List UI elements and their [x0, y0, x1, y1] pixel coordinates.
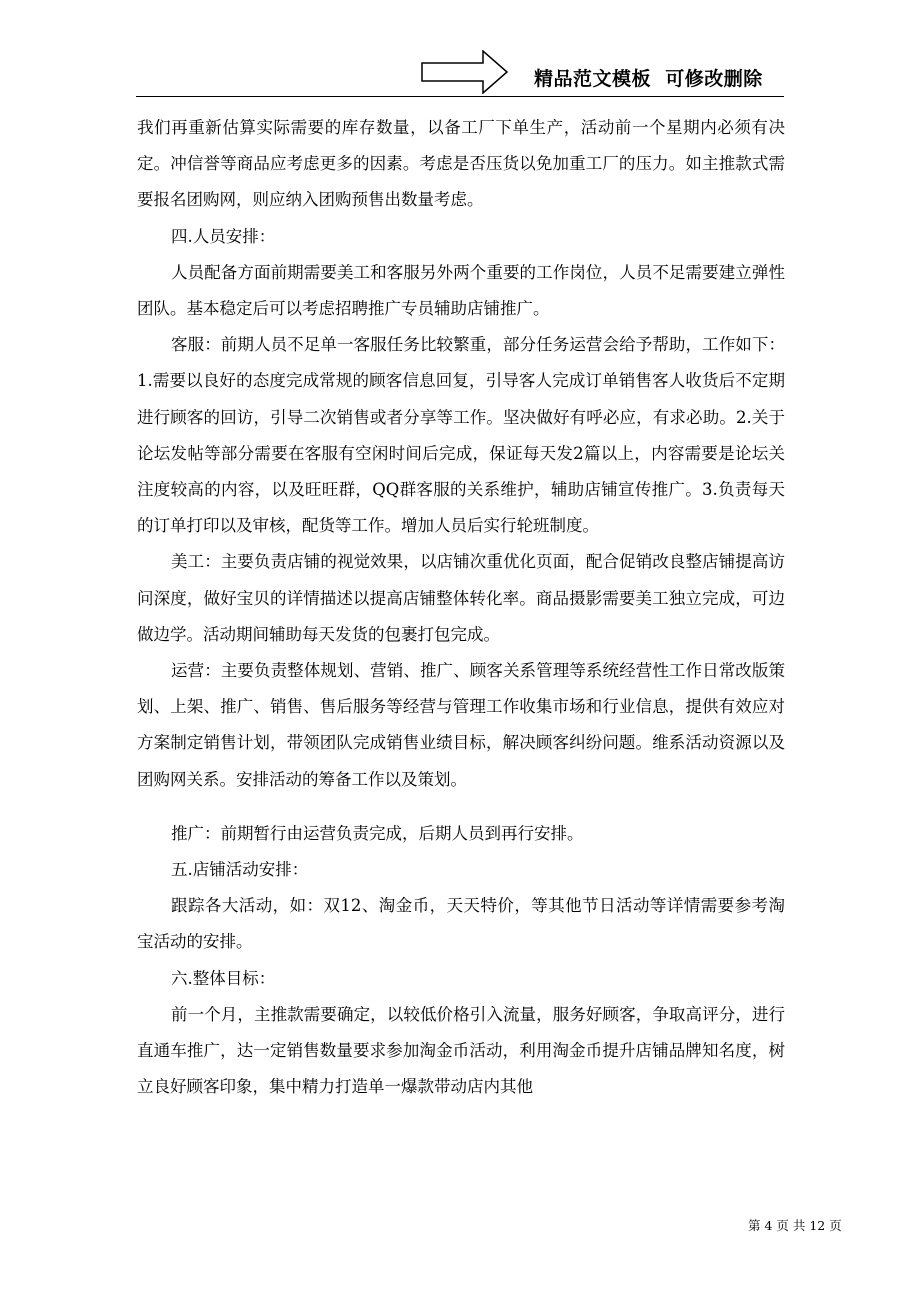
section-heading-goals: 六.整体目标：: [171, 968, 276, 988]
body-paragraph: 前一个月，主推款需要确定，以较低价格引入流量，服务好顾客，争取高评分，进行直通车推广，达一定销售数量要求参加淘金币活动，利用淘金币提升店铺品牌知名度，树立良好顾客印象，集中精力打造单一爆款带动店内其他: [137, 1004, 785, 1097]
page-header: [136, 50, 784, 100]
page-number: 第 4 页 共 12 页: [748, 1218, 842, 1233]
body-paragraph: 跟踪各大活动，如：双12、淘金币，天天特价，等其他节日活动等详情需要参考淘宝活动的安排。: [137, 896, 785, 952]
header-title: 精品范文模板 可修改删除: [534, 68, 763, 90]
document-body: [137, 110, 785, 1105]
body-paragraph-operations: 运营：主要负责整体规划、营销、推广、顾客关系管理等系统经营性工作日常改版策划、上架、推广、销售、售后服务等经营与管理工作收集市场和行业信息，提供有效应对方案制定销售计划，带领团队完成销售业绩目标，解决顾客纠纷问题。维系活动资源以及团购网关系。安排活动的筹备工作以及策划。: [137, 661, 785, 789]
arrow-right-icon: [421, 50, 509, 94]
body-paragraph-designer: 美工：主要负责店铺的视觉效果，以店铺次重优化页面，配合促销改良整店铺提高访问深度，做好宝贝的详情描述以提高店铺整体转化率。商品摄影需要美工独立完成，可边做边学。活动期间辅助每天发货的包裹打包完成。: [137, 552, 785, 644]
body-paragraph-promotion: 推广：前期暂行由运营负责完成，后期人员到再行安排。: [171, 823, 584, 843]
body-paragraph: 我们再重新估算实际需要的库存数量，以备工厂下单生产，活动前一个星期内必须有决定。冲信誉等商品应考虑更多的因素。考虑是否压货以免加重工厂的压力。如主推款式需要报名团购网，则应纳入团购预售出数量考虑。: [137, 118, 785, 210]
body-paragraph-customer-service: 客服：前期人员不足单一客服任务比较繁重，部分任务运营会给予帮助，工作如下：1.需要以良好的态度完成常规的顾客信息回复，引导客人完成订单销售客人收货后不定期进行顾客的回访，引导二次销售或者分享等工作。坚决做好有呼必应，有求必助。2.关于论坛发帖等部分需要在客服有空闲时间后完成，保证每天发2篇以上，内容需要是论坛关注度较高的内容，以及旺旺群，QQ群客服的关系维护，辅助店铺宣传推广。3.负责每天的订单打印以及审核，配货等工作。增加人员后实行轮班制度。: [137, 335, 785, 536]
section-heading-activities: 五.店铺活动安排：: [171, 860, 309, 880]
body-paragraph: 人员配备方面前期需要美工和客服另外两个重要的工作岗位，人员不足需要建立弹性团队。基本稳定后可以考虑招聘推广专员辅助店铺推广。: [137, 262, 785, 319]
section-heading-staffing: 四.人员安排：: [171, 226, 276, 246]
header-rule: [136, 96, 784, 97]
